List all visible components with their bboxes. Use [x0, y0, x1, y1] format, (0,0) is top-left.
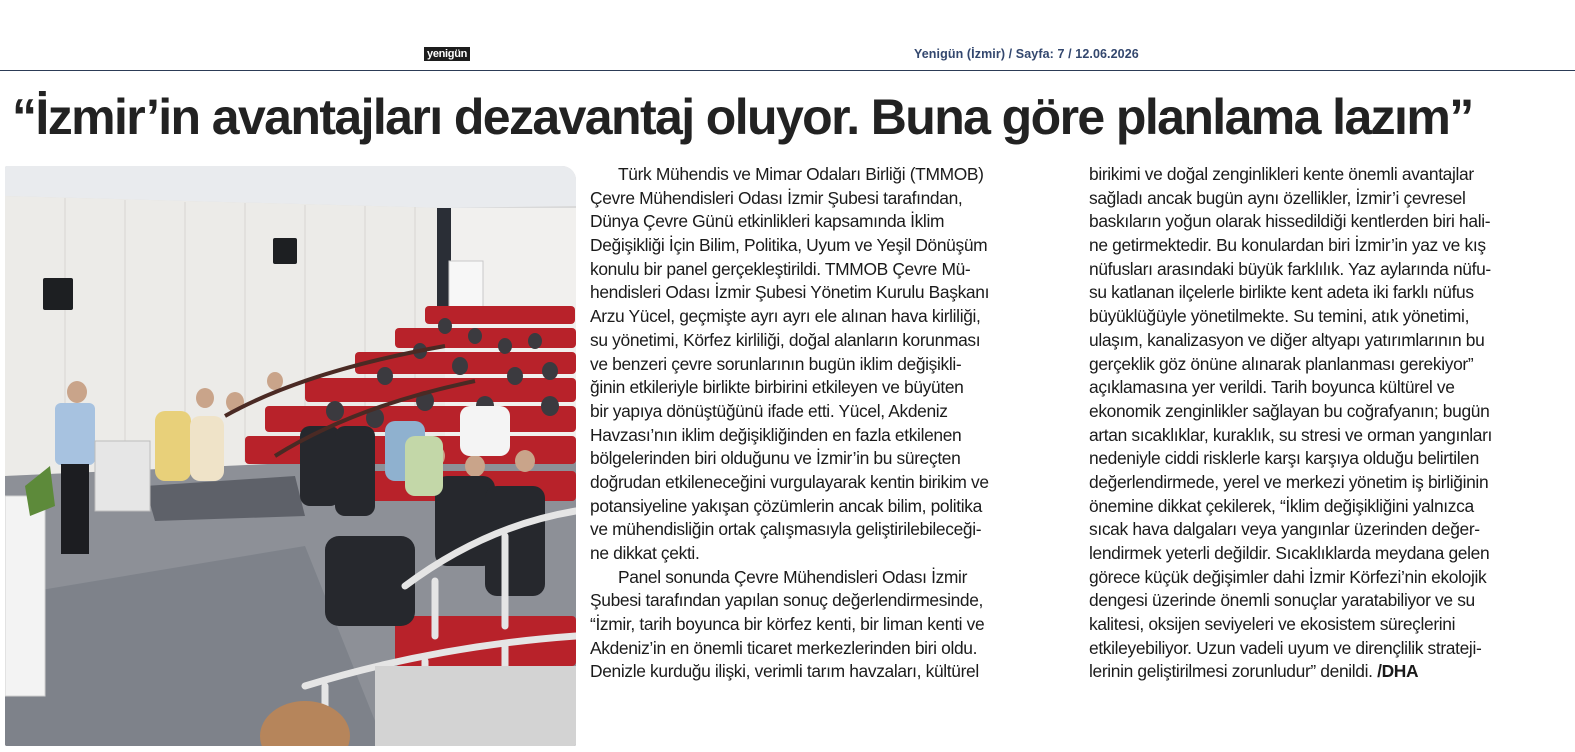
article-line-text: ve mühendisliğin ortak çalışmasıyla geliştirilebileceği- — [590, 519, 982, 540]
article-line-text: nedeniyle ciddi risklerle karşı karşıya olduğu belirtilen — [1089, 448, 1479, 469]
article-line-text: Dünya Çevre Günü etkinlikleri kapsamında İklim — [590, 211, 945, 232]
article-line-text: nüfusları arasındaki büyük farklılık. Yaz aylarında nüfu- — [1089, 258, 1491, 279]
article-line — [1089, 542, 1567, 566]
article-line — [590, 447, 1070, 471]
article-line — [1089, 353, 1567, 377]
article-line — [1089, 305, 1567, 329]
article-line-text: bölgelerinden biri olduğunu ve İzmir’in bu süreçten — [590, 448, 961, 469]
article-line-text: Türk Mühendis ve Mimar Odaları Birliği (TMMOB) — [618, 164, 984, 184]
article-line-text: etkileyebiliyor. Uzun vadeli uyum ve dirençlilik strateji- — [1089, 637, 1482, 658]
article-line-text: hendisleri Odası İzmir Şubesi Yönetim Kurulu Başkanı — [590, 282, 990, 303]
newspaper-logo: yenigün — [424, 47, 470, 61]
article-line-text: birikimi ve doğal zenginlikleri kente önemli avantajlar — [1089, 164, 1474, 184]
article-line-text: Arzu Yücel, geçmişte ayrı ayrı ele alınan hava kirliliği, — [590, 306, 981, 327]
article-line — [590, 660, 1070, 684]
article-line — [590, 258, 1070, 282]
article-line-text: konulu bir panel gerçekleştirildi. TMMOB Çevre Mü- — [590, 258, 971, 279]
article-line — [1089, 187, 1567, 211]
article-line — [590, 305, 1070, 329]
article-line — [1089, 471, 1567, 495]
article-line — [1089, 210, 1567, 234]
article-line — [1089, 281, 1567, 305]
article-line-text: ekonomik zenginlikler sağlayan bu coğrafyanın; bugün — [1089, 400, 1490, 421]
article-line-text: lendirmek yeterli değildir. Sıcaklıklarda meydana gelen — [1089, 543, 1490, 563]
article-line — [590, 353, 1070, 377]
article-line-text: Şubesi tarafından yapılan sonuç değerlendirmesinde, — [590, 590, 984, 611]
article-line — [590, 542, 1070, 566]
article-line — [1089, 566, 1567, 590]
article-line-text: sıcak hava dalgaları veya yangınlar üzerinden değer- — [1089, 519, 1480, 540]
article-line — [590, 376, 1070, 400]
article-line — [590, 589, 1070, 613]
article-line — [590, 518, 1070, 542]
article-line — [590, 424, 1070, 448]
article-line — [1089, 329, 1567, 353]
article-line-text: ne getirmektedir. Bu konulardan biri İzmir’in yaz ve kış — [1089, 235, 1486, 256]
article-line-text: Değişikliği İçin Bilim, Politika, Uyum ve Yeşil Dönüşüm — [590, 235, 988, 256]
article-line-text: önemine dikkat çekilerek, “İklim değişikliğini yalnızca — [1089, 495, 1474, 516]
article-column-1 — [590, 163, 1070, 684]
article-line-text: sağladı ancak bugün aynı özellikler, İzmir’i çevresel — [1089, 187, 1466, 208]
article-line — [590, 495, 1070, 519]
article-line — [1089, 660, 1567, 684]
article-line-text: kalitesi, oksijen seviyeleri ve ekosistem süreçlerini — [1089, 614, 1456, 635]
article-line — [590, 281, 1070, 305]
article-line-text: Denizle kurduğu ilişki, verimli tarım havzaları, kültürel — [590, 661, 979, 682]
article-line-text: dengesi üzerinde önemli sonuçlar yaratabiliyor ve su — [1089, 590, 1475, 611]
article-line — [1089, 447, 1567, 471]
masthead — [0, 0, 1575, 71]
article-line — [1089, 589, 1567, 613]
article-line-text: su yönetimi, Körfez kirliliği, doğal alanların korunması — [590, 329, 981, 350]
article-line-text: potansiyeline yakışan çözümlerin ancak bilim, politika — [590, 495, 982, 516]
article-line — [1089, 400, 1567, 424]
article-line — [590, 566, 1070, 590]
article-line — [590, 210, 1070, 234]
article-line-text: gerçeklik göz önüne alınarak planlanması gerekiyor” — [1089, 353, 1474, 374]
article-line-text: görece küçük değişimler dahi İzmir Körfezi’nin ekolojik — [1089, 566, 1487, 587]
article-line-text: Panel sonunda Çevre Mühendisleri Odası İzmir — [618, 566, 968, 587]
article-line-text: Akdeniz’in en önemli ticaret merkezlerinden biri oldu. — [590, 637, 978, 658]
article-line — [1089, 376, 1567, 400]
article-line-text: doğrudan etkileneceğini vurgulayarak kentin birikim ve — [590, 471, 989, 492]
article-line-text: “İzmir, tarih boyunca bir körfez kenti, bir liman kenti ve — [590, 614, 985, 635]
conference-hall-photo — [5, 166, 576, 746]
article-line-text: baskıların yoğun olarak hissedildiği kentlerden biri hali- — [1089, 211, 1491, 232]
article-line — [1089, 518, 1567, 542]
article-line — [1089, 637, 1567, 661]
article-column-2 — [1089, 163, 1567, 684]
article-line — [1089, 495, 1567, 519]
article-line — [590, 637, 1070, 661]
article-headline: “İzmir’in avantajları dezavantaj oluyor. Buna göre planlama lazım” — [12, 89, 1473, 145]
article-line — [590, 613, 1070, 637]
article-line-text: değerlendirmede, yerel ve merkezi yönetim iş birliğinin — [1089, 471, 1489, 492]
article-line — [590, 471, 1070, 495]
article-line-text: ulaşım, kanalizasyon ve diğer altyapı yatırımlarının bu — [1089, 329, 1485, 350]
article-signature: /DHA — [1377, 661, 1419, 682]
article-line-text: büyüklüğüyle yönetilmekte. Su temini, atık yönetimi, — [1089, 306, 1470, 327]
article-line — [590, 400, 1070, 424]
article-line-text: Havzası’nın iklim değişikliğinden en fazla etkilenen — [590, 424, 962, 445]
article-line-text: Çevre Mühendisleri Odası İzmir Şubesi tarafından, — [590, 187, 963, 208]
article-line-text: ve benzeri çevre sorunlarının bugün iklim değişikli- — [590, 353, 962, 374]
article-line — [1089, 424, 1567, 448]
article-line-text: açıklamasına yer verildi. Tarih boyunca kültürel ve — [1089, 377, 1455, 398]
article-line — [590, 163, 1070, 187]
article-line — [1089, 234, 1567, 258]
article-line-text: su katlanan ilçelerle birlikte kent adeta iki farklı nüfus — [1089, 282, 1474, 303]
article-line-text: ne dikkat çekti. — [590, 543, 700, 563]
source-line: Yenigün (İzmir) / Sayfa: 7 / 12.06.2026 — [914, 47, 1139, 61]
article-line — [590, 234, 1070, 258]
article-line-text: ğinin etkileriyle birlikte birbirini etkileyen ve büyüten — [590, 377, 964, 398]
article-line — [1089, 163, 1567, 187]
article-line-text: artan sıcaklıklar, kuraklık, su stresi ve orman yangınları — [1089, 424, 1493, 445]
article-line-text: lerinin geliştirilmesi zorunludur” denildi. — [1089, 661, 1373, 682]
article-line — [590, 187, 1070, 211]
article-line-text: bir yapıya dönüştüğünü ifade etti. Yücel, Akdeniz — [590, 400, 948, 421]
article-line — [590, 329, 1070, 353]
article-line — [1089, 613, 1567, 637]
article-line — [1089, 258, 1567, 282]
